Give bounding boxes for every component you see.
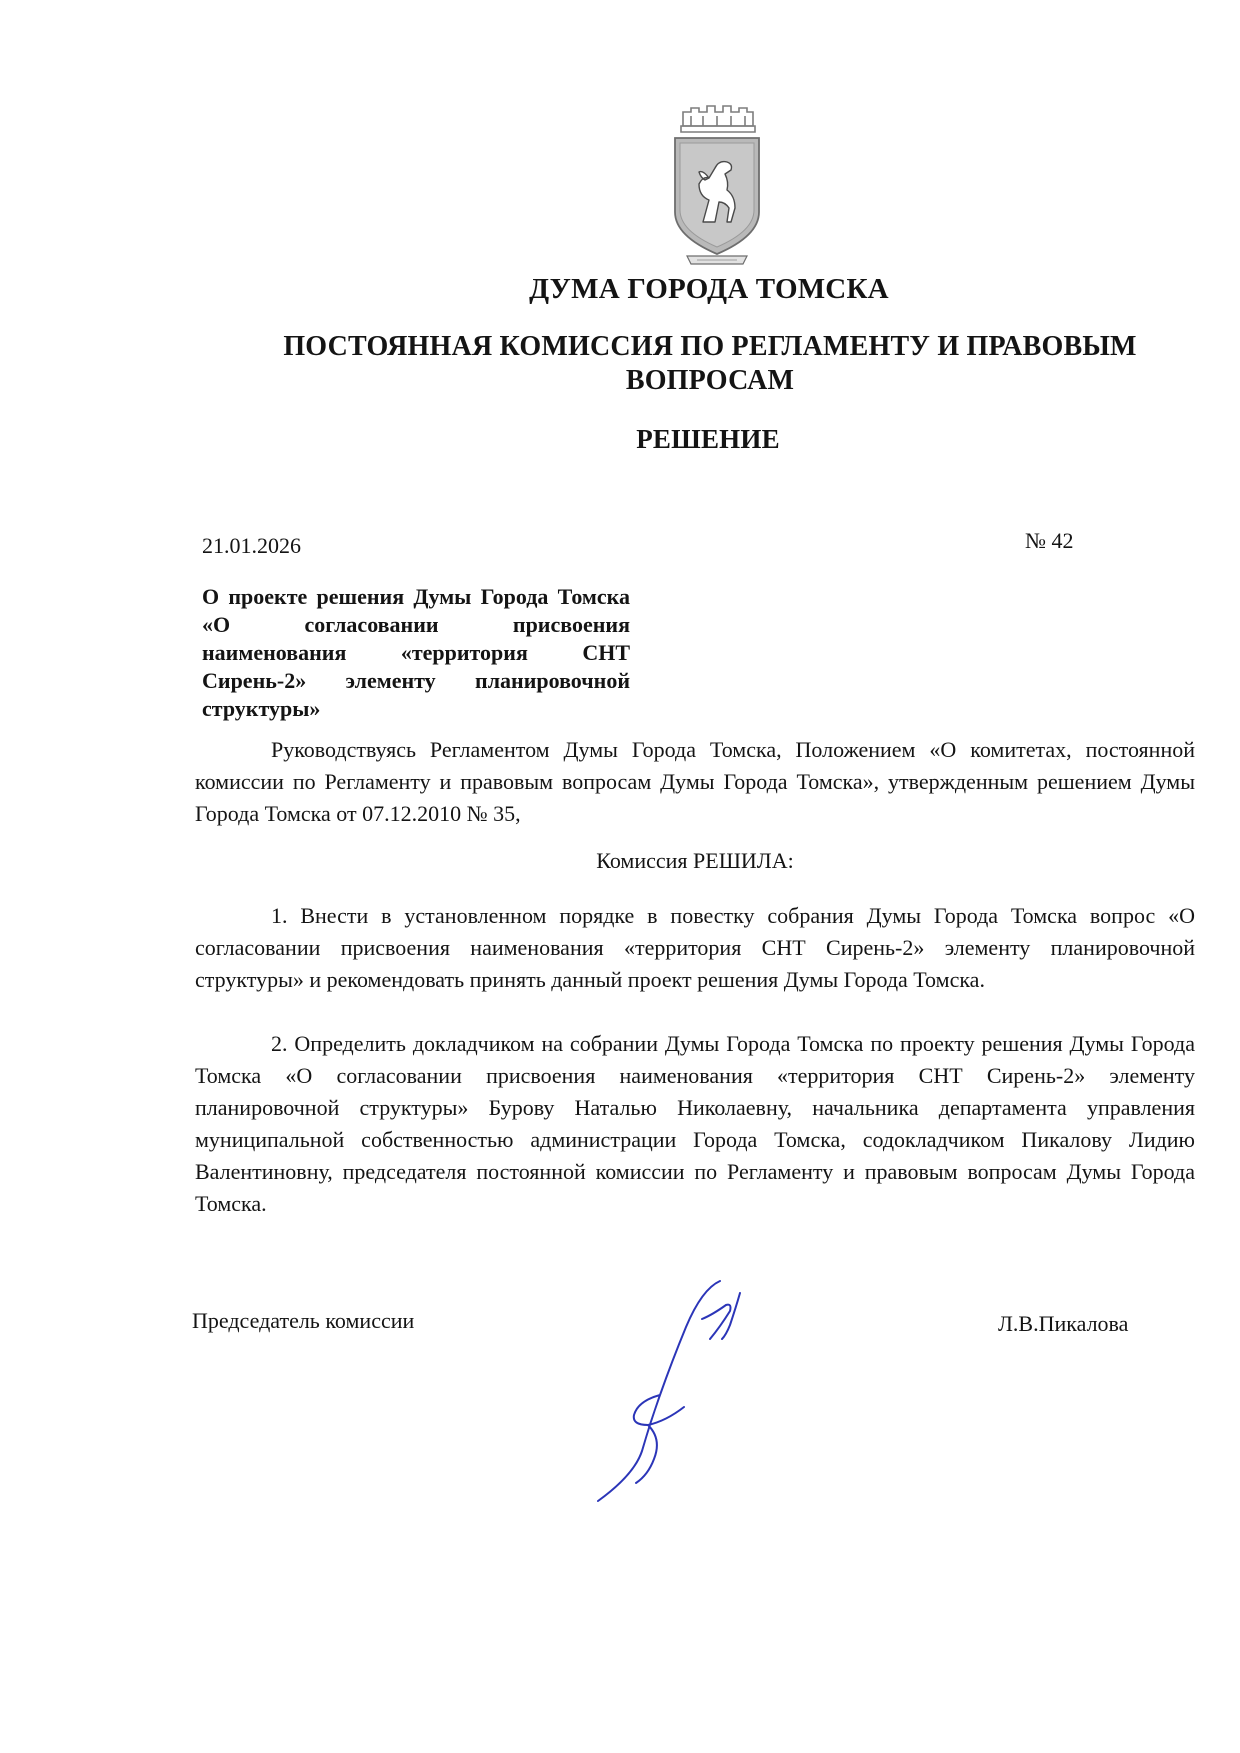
resolved-heading: Комиссия РЕШИЛА: — [596, 848, 794, 873]
commission-title-line1: ПОСТОЯННАЯ КОМИССИЯ ПО РЕГЛАМЕНТУ И ПРАВОВЫМ — [283, 331, 1137, 362]
signatory-name: Л.В.Пикалова — [998, 1311, 1129, 1336]
commission-title — [90, 330, 1240, 398]
document-date: 21.01.2026 — [202, 533, 301, 558]
signatory-title: Председатель комиссии — [192, 1308, 415, 1333]
document-subject: О проекте решения Думы Города Томска «О согласовании присвоения наименования «территория СНТ Сирень-2» элементу планировочной структуры» — [202, 584, 630, 721]
tomsk-coat-of-arms-icon — [669, 104, 765, 272]
commission-title-line2: ВОПРОСАМ — [625, 365, 795, 396]
handwritten-signature-icon — [590, 1275, 790, 1505]
document-type-title: РЕШЕНИЕ — [636, 424, 780, 454]
resolution-item-2: 2. Определить докладчиком на собрании Думы Города Томска по проекту решения Думы Города Томска «О согласовании присвоения наименования «территория СНТ Сирень-2» элементу планировочной структуры» Бурову Наталью Николаевну, начальника департамента управления муниципальной собственностью администрации Города Томска, содокладчиком Пикалову Лидию Валентиновну, председателя постоянной комиссии по Регламенту и правовым вопросам Думы Города Томска. — [195, 1031, 1195, 1216]
resolution-item-1: 1. Внести в установленном порядке в повестку собрания Думы Города Томска вопрос «О согласовании присвоения наименования «территория СНТ Сирень-2» элементу планировочной структуры» и рекомендовать принять данный проект решения Думы Города Томска. — [195, 903, 1195, 992]
basis-paragraph: Руководствуясь Регламентом Думы Города Томска, Положением «О комитетах, постоянной комиссии по Регламенту и правовым вопросам Думы Города Томска», утвержденным решением Думы Города Томска от 07.12.2010 № 35, — [195, 737, 1195, 826]
institution-title: ДУМА ГОРОДА ТОМСКА — [529, 273, 889, 305]
document-number: № 42 — [1025, 528, 1074, 553]
